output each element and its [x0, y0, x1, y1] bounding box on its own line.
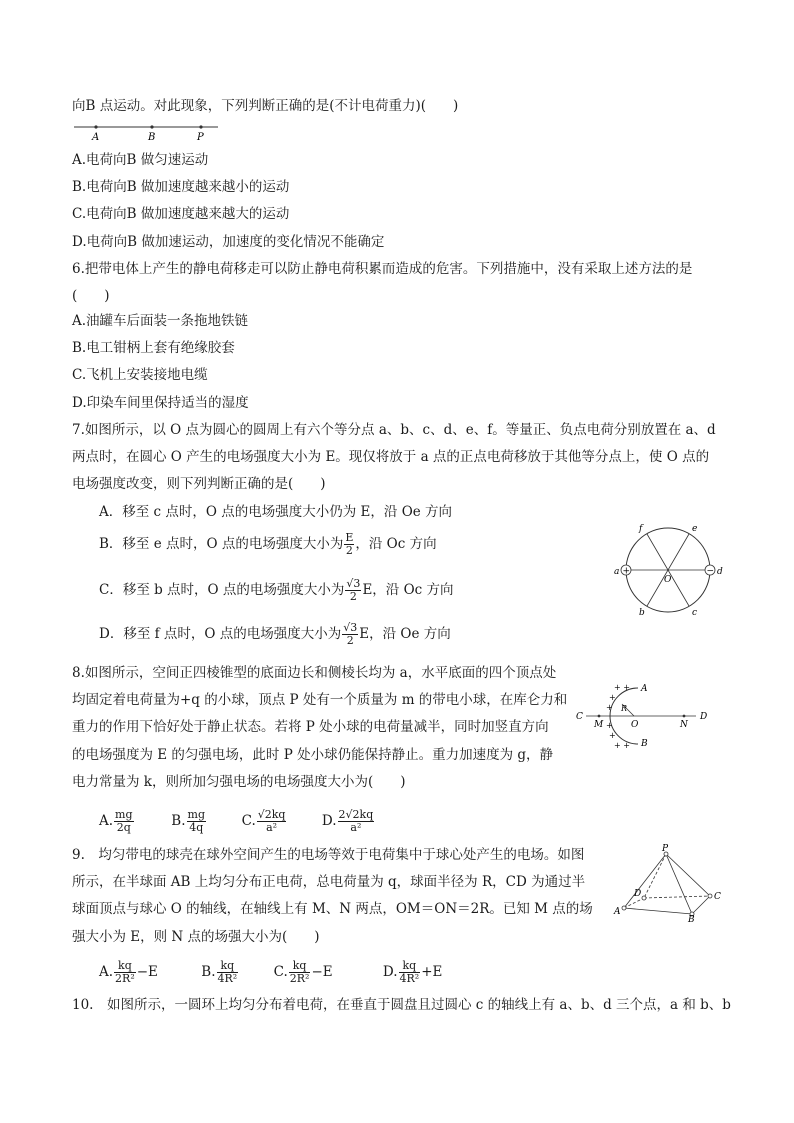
q8-label-d: D — [700, 712, 708, 722]
q7-option-a: A．移至 c 点时，O 点的电场强度大小仍为 E，沿 Oe 方向 — [99, 504, 453, 520]
q8-label-b: B — [641, 739, 648, 749]
q8-option-c: C. $\frac{√2kq}{\text{a²}}$ — [241, 808, 286, 834]
q7-option-b-fraction: $\frac{E}{2}$ — [345, 531, 354, 557]
q6-stem: 6.把带电体上产生的静电荷移走可以防止静电荷积累而造成的危害。下列措施中，没有采取上述方法的是 — [72, 261, 693, 277]
q9-line-4: 强大小为 E，则 N 点的场强大小为( ) — [72, 929, 320, 945]
q6-option-a: A.油罐车后面装一条拖地铁链 — [72, 313, 249, 329]
q7-option-b: B．移至 e 点时，O 点的电场强度大小为 $\frac{E}{2}$ ，沿 Oc 方向 — [99, 531, 437, 557]
q7-option-d: D．移至 f 点时，O 点的电场强度大小为 $\frac{√3}{2}$ E，沿 Oe 方向 — [99, 621, 451, 647]
q9-line-1: 9. 均匀带电的球壳在球外空间产生的电场等效于电荷集中于球心处产生的电场。如图 — [72, 847, 585, 863]
q8-label-r: R — [621, 704, 628, 713]
svg-text:+: + — [606, 703, 613, 712]
svg-text:+: + — [606, 721, 613, 730]
q8-option-b: B. $\frac{mg}{4q}$ — [171, 808, 205, 834]
q9-option-a: A. $\frac{kq}{\text{2R²}}$ −E — [99, 959, 158, 985]
q9-line-2: 所示，在半球面 AB 上均匀分布正电荷，总电荷量为 q，球面半径为 R，CD 为通过半 — [72, 874, 586, 890]
q9-label-c: C — [714, 892, 721, 902]
q9-label-d: D — [634, 889, 642, 899]
q8-label-c: C — [576, 712, 583, 722]
q8-option-a: A. $\frac{mg}{2q}$ — [99, 808, 133, 834]
q8-line-2: 均固定着电荷量为+q 的小球，顶点 P 处有一个质量为 m 的带电小球，在库仑力和 — [72, 692, 568, 708]
q7-label-c: c — [692, 608, 698, 616]
q7-circle-figure — [612, 520, 730, 616]
q9-line-3: 球面顶点与球心 O 的轴线，在轴线上有 M、N 两点，OM＝ON＝2R。已知 M 点的场 — [72, 901, 593, 917]
q5-option-b: B.电荷向B 做加速度越来越小的运动 — [72, 179, 290, 195]
q5-point-a: A — [92, 132, 100, 142]
q5-point-b: B — [148, 132, 156, 142]
q9-option-c: C. $\frac{kq}{\text{2R²}}$ −E — [273, 959, 333, 985]
q6-paren: ( ) — [72, 288, 110, 304]
q8-line-4: 的电场强度为 E 的匀强电场，此时 P 处小球仍能保持静止。重力加速度为 g，静 — [72, 747, 554, 763]
q7-stem-3: 电场强度改变，则下列判断正确的是( ) — [72, 476, 326, 492]
q8-label-a: A — [641, 684, 648, 694]
q9-option-b: B. $\frac{kq}{\text{4R²}}$ — [201, 959, 238, 985]
q8-line-1: 8.如图所示，空间正四棱锥型的底面边长和侧棱长均为 a，水平底面的四个顶点处 — [72, 665, 557, 681]
q7-stem-1: 7.如图所示，以 O 点为圆心的圆周上有六个等分点 a、b、c、d、e、f。等量正、负点电荷分别放置在 a、d — [72, 422, 716, 438]
q7-label-f: f — [639, 524, 643, 534]
q9-label-p: P — [662, 844, 669, 854]
q7-option-c: C．移至 b 点时，O 点的电场强度大小为 $\frac{√3}{2}$ E，沿 Oc 方向 — [99, 577, 454, 603]
svg-text:+: + — [609, 693, 616, 702]
q5-stem: 向B 点运动。对此现象，下列判断正确的是(不计电荷重力)( ) — [72, 98, 459, 114]
q7-label-d: d — [717, 567, 723, 577]
q9-label-b: B — [688, 915, 695, 922]
q9-options — [99, 958, 442, 986]
q8-label-n: N — [680, 720, 688, 730]
q7-label-b: b — [639, 608, 645, 616]
q5-option-a: A.电荷向B 做匀速运动 — [72, 152, 209, 168]
svg-text:+: + — [609, 731, 616, 740]
q7-stem-2: 两点时，在圆心 O 产生的电场强度大小为 E。现仅将放于 a 点的正点电荷移放于其他等分点上，使 O 点的 — [72, 449, 710, 465]
svg-text:+ +: + + — [614, 683, 630, 692]
q5-point-p: P — [197, 132, 204, 142]
q6-option-c: C.飞机上安装接地电缆 — [72, 367, 208, 383]
q8-line-5: 电力常量为 k，则所加匀强电场的电场强度大小为( ) — [72, 774, 406, 790]
q6-option-b: B.电工钳柄上套有绝缘胶套 — [72, 340, 235, 356]
q8-label-o: O — [631, 720, 639, 730]
q7-minus-sign: − — [706, 566, 715, 577]
q7-label-a: a — [614, 567, 620, 577]
q8-option-d: D. $\frac{2√2kq}{\text{a²}}$ — [321, 808, 374, 834]
q9-pyramid-figure — [610, 842, 726, 922]
q8-hemisphere-figure — [576, 678, 716, 750]
q8-label-m: M — [594, 720, 604, 730]
q5-line-figure — [72, 122, 222, 142]
q6-option-d: D.印染车间里保持适当的湿度 — [72, 395, 249, 411]
q5-option-d: D.电荷向B 做加速运动，加速度的变化情况不能确定 — [72, 234, 385, 250]
q7-label-e: e — [692, 524, 698, 534]
q8-line-3: 重力的作用下恰好处于静止状态。若将 P 处小球的电荷量减半，同时加竖直方向 — [72, 719, 549, 735]
q7-plus-sign: + — [622, 566, 631, 577]
q5-option-c: C.电荷向B 做加速度越来越大的运动 — [72, 206, 290, 222]
q10-line-1: 10. 如图所示，一圆环上均匀分布着电荷，在垂直于圆盘且过圆心 c 的轴线上有 a、b、d 三个点，a 和 b、b — [72, 997, 731, 1013]
q7-option-d-fraction: $\frac{√3}{2}$ — [343, 621, 358, 647]
svg-text:+ +: + + — [614, 741, 630, 750]
q7-label-o: O — [664, 575, 672, 585]
q9-option-d: D. $\frac{kq}{\text{4R²}}$ +E — [382, 959, 443, 985]
q9-label-a: A — [614, 907, 621, 917]
q8-options — [99, 807, 375, 835]
q7-option-c-fraction: $\frac{√3}{2}$ — [346, 577, 361, 603]
